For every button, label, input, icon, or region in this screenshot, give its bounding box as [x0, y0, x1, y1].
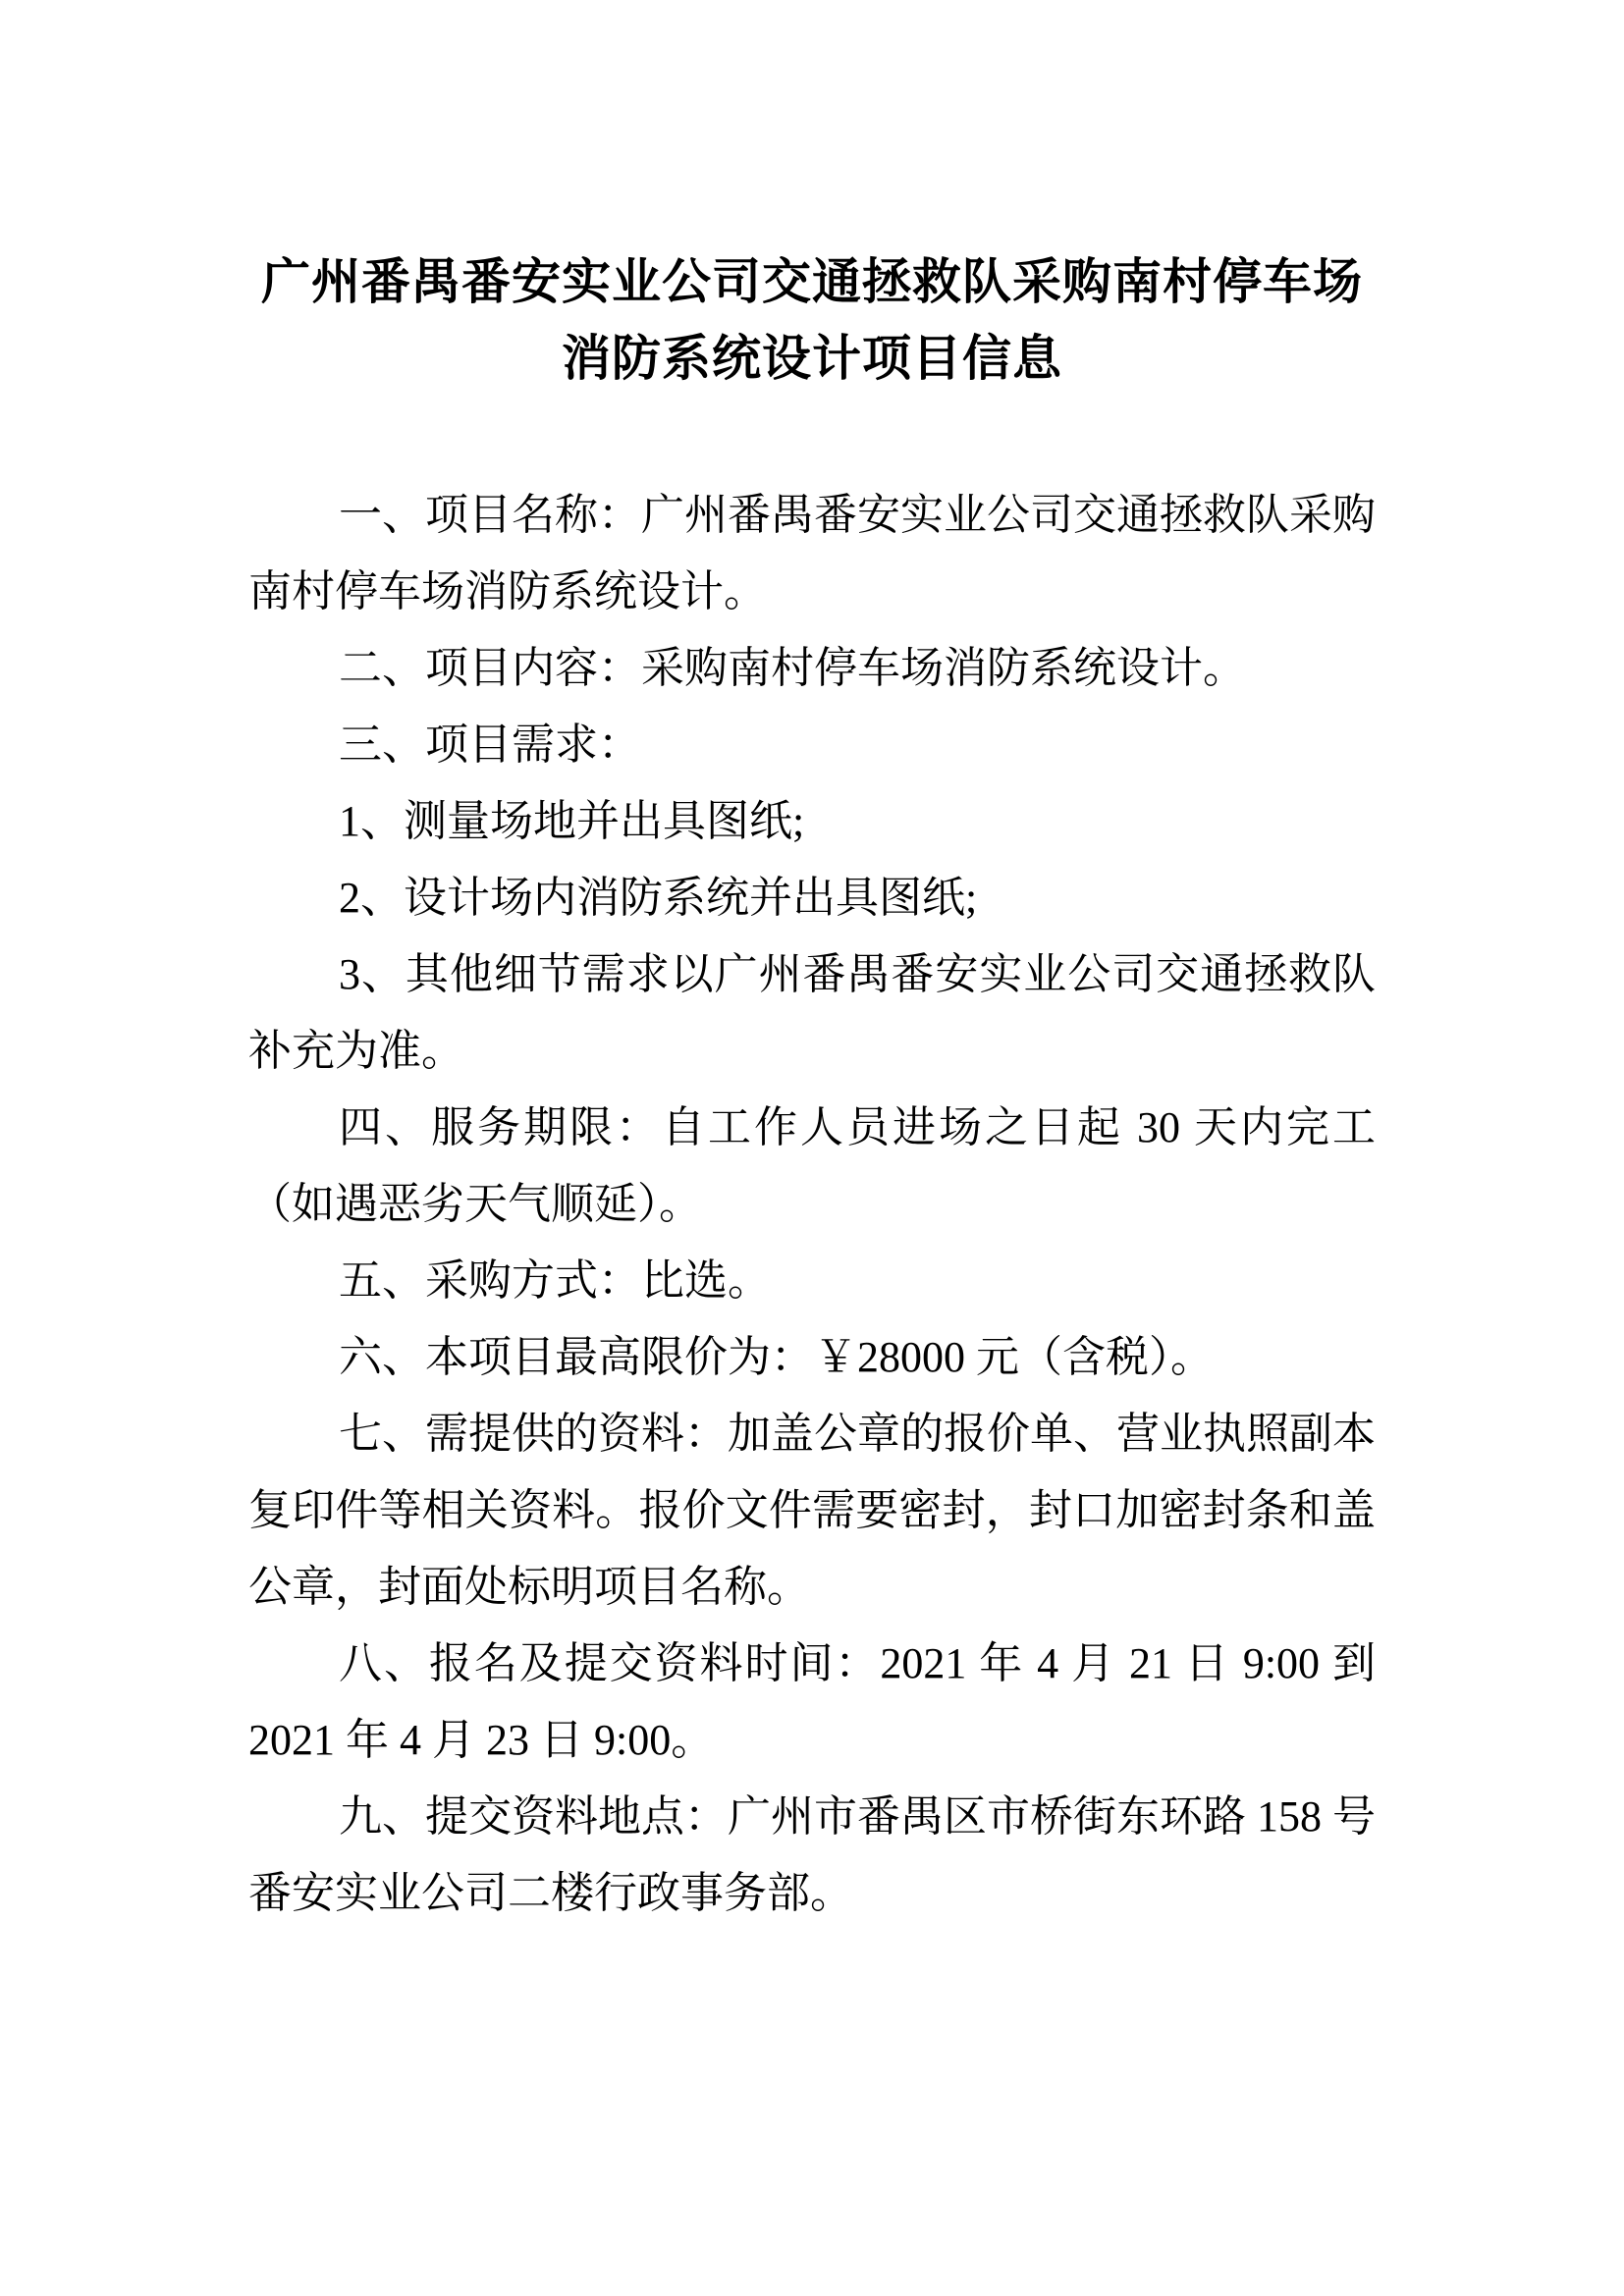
- document-title-line-2: 消防系统设计项目信息: [562, 330, 1062, 386]
- paragraph-project-content: 二、项目内容：采购南村停车场消防系统设计。: [339, 643, 1246, 692]
- paragraph-project-requirements: 三、项目需求：: [339, 720, 641, 769]
- paragraph-submission-location: 九、提交资料地点：广州市番禺区市桥街东环路 158 号番安实业公司二楼行政事务部。: [248, 1791, 1376, 1917]
- paragraph-requirement-2: 2、设计场内消防系统并出具图纸;: [339, 873, 978, 922]
- paragraph-procurement-method: 五、采购方式：比选。: [339, 1255, 771, 1305]
- paragraph-required-materials: 七、需提供的资料：加盖公章的报价单、营业执照副本复印件等相关资料。报价文件需要密封，封口加密封条和盖公章，封面处标明项目名称。: [248, 1409, 1376, 1611]
- paragraph-project-name: 一、项目名称：广州番禺番安实业公司交通拯救队采购南村停车场消防系统设计。: [248, 490, 1376, 615]
- document-title-line-1: 广州番禺番安实业公司交通拯救队采购南村停车场: [261, 253, 1363, 309]
- paragraph-price-limit: 六、本项目最高限价为：￥28000 元（含税）。: [339, 1332, 1214, 1381]
- document-body: [248, 477, 1376, 1932]
- document-title: [248, 243, 1376, 397]
- document-content: [248, 210, 1376, 1932]
- paragraph-requirement-3: 3、其他细节需求以广州番禺番安实业公司交通拯救队补充为准。: [248, 949, 1376, 1075]
- paragraph-service-period: 四、服务期限：自工作人员进场之日起 30 天内完工（如遇恶劣天气顺延）。: [248, 1102, 1376, 1228]
- paragraph-submission-time: 八、报名及提交资料时间：2021 年 4 月 21 日 9:00 到 2021 年 4 月 23 日 9:00。: [248, 1638, 1376, 1764]
- paragraph-requirement-1: 1、测量场地并出具图纸;: [339, 796, 805, 845]
